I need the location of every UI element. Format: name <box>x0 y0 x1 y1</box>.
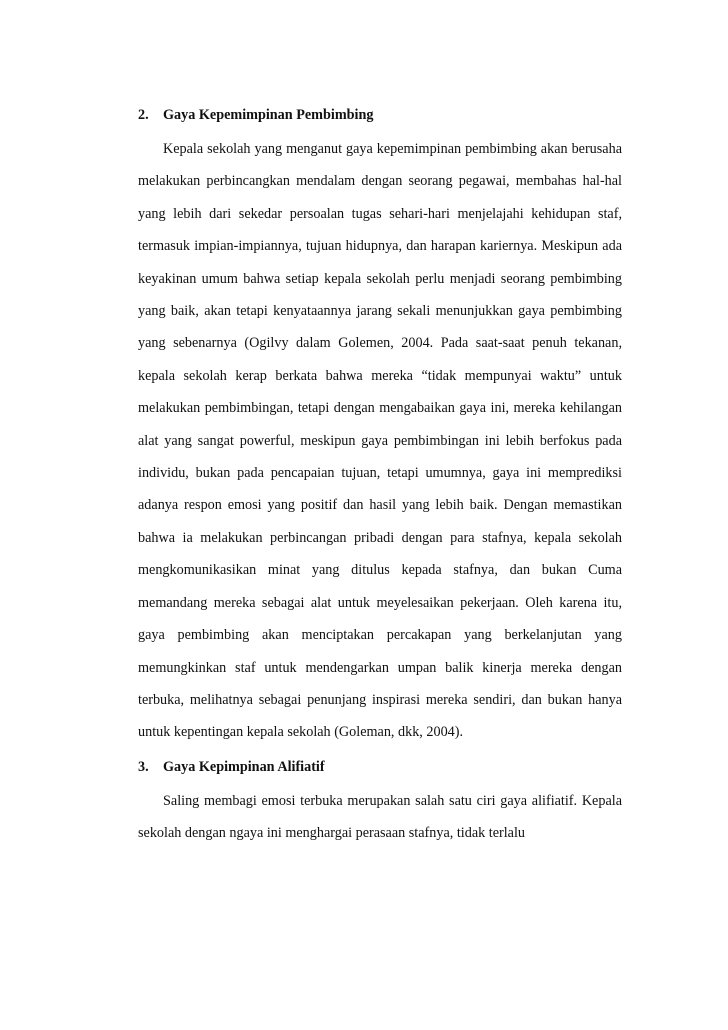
section-heading <box>138 755 622 785</box>
document-body <box>138 103 622 850</box>
section-paragraph: Saling membagi emosi terbuka merupakan salah satu ciri gaya alifiatif. Kepala sekolah dengan ngaya ini menghargai perasaan stafnya, tidak terlalu <box>138 792 622 842</box>
section-paragraph: Kepala sekolah yang menganut gaya kepemimpinan pembimbing akan berusaha melakukan perbincangkan mendalam dengan seorang pegawai, membahas hal-hal yang lebih dari sekedar persoalan tugas sehari-hari menjelajahi kehidupan staf, termasuk impian-impiannya, tujuan hidupnya, dan harapan kariernya. Meskipun ada keyakinan umum bahwa setiap kepala sekolah perlu menjadi seorang pembimbing yang baik, akan tetapi kenyataannya jarang sekali menunjukkan gaya pembimbing yang sebenarnya (Ogilvy dalam Golemen, 2004. Pada saat-saat penuh tekanan, kepala sekolah kerap berkata bahwa mereka “tidak mempunyai waktu” untuk melakukan pembimbingan, tetapi dengan mengabaikan gaya ini, mereka kehilangan alat yang sangat powerful, meskipun gaya pembimbingan ini lebih berfokus pada individu, bukan pada pencapaian tujuan, tetapi umumnya, gaya ini memprediksi adanya respon emosi yang positif dan hasil yang lebih baik. Dengan memastikan bahwa ia melakukan perbincangan pribadi dengan para stafnya, kepala sekolah mengkomunikasikan minat yang ditulus kepada stafnya, dan bukan Cuma memandang mereka sebagai alat untuk meyelesaikan pekerjaan. Oleh karena itu, gaya pembimbing akan menciptakan percakapan yang berkelanjutan yang memungkinkan staf untuk mendengarkan umpan balik kinerja mereka dengan terbuka, melihatnya sebagai penunjang inspirasi mereka sendiri, dan bukan hanya untuk kepentingan kepala sekolah (Goleman, dkk, 2004). <box>138 141 622 741</box>
section-number: 3. <box>138 758 149 775</box>
section-number: 2. <box>138 107 149 123</box>
section-heading <box>138 103 622 133</box>
section-title: Gaya Kepimpinan Alifiatif <box>163 758 325 775</box>
section-title: Gaya Kepemimpinan Pembimbing <box>163 107 374 123</box>
